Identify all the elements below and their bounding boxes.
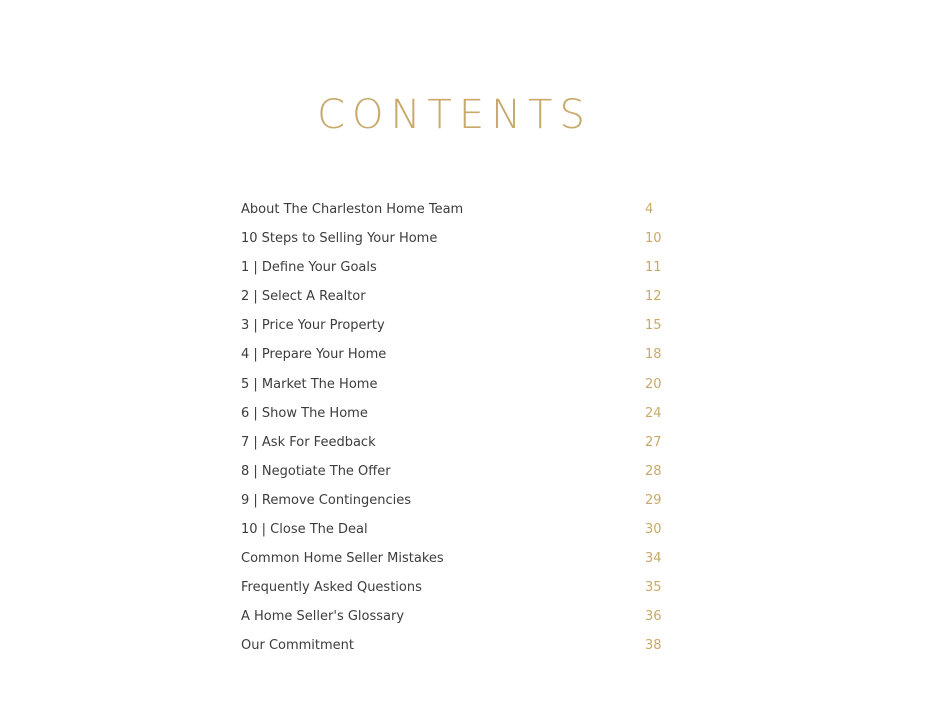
toc-entry[interactable] <box>241 458 666 487</box>
toc-entry-label: Our Commitment <box>241 638 355 654</box>
toc-entry-label: 6 | Show The Home <box>241 405 368 421</box>
toc-entry-page-number: 11 <box>645 260 662 276</box>
toc-entry[interactable] <box>241 254 666 283</box>
toc-entry-page-number: 20 <box>645 376 662 392</box>
toc-entry-page-number: 12 <box>645 289 662 305</box>
toc-entry-page-number: 38 <box>645 638 662 654</box>
table-of-contents <box>241 196 666 662</box>
toc-entry-label: 10 | Close The Deal <box>241 522 368 538</box>
toc-entry[interactable] <box>241 632 666 661</box>
toc-entry-page-number: 15 <box>645 318 662 334</box>
toc-entry-page-number: 28 <box>645 463 662 479</box>
toc-entry[interactable] <box>241 341 666 370</box>
toc-entry-page-number: 34 <box>645 551 662 567</box>
toc-entry-page-number: 35 <box>645 580 662 596</box>
toc-entry[interactable] <box>241 516 666 545</box>
toc-entry-label: 8 | Negotiate The Offer <box>241 463 391 479</box>
toc-entry[interactable] <box>241 574 666 603</box>
toc-entry-page-number: 24 <box>645 405 662 421</box>
toc-entry[interactable] <box>241 487 666 516</box>
toc-entry[interactable] <box>241 225 666 254</box>
toc-entry-label: Common Home Seller Mistakes <box>241 551 444 567</box>
toc-entry[interactable] <box>241 312 666 341</box>
page-title: CONTENTS <box>317 91 592 138</box>
toc-entry-label: 4 | Prepare Your Home <box>241 347 387 363</box>
toc-entry-label: Frequently Asked Questions <box>241 580 422 596</box>
toc-entry-label: 2 | Select A Realtor <box>241 289 366 305</box>
toc-entry[interactable] <box>241 371 666 400</box>
toc-entry-page-number: 29 <box>645 492 662 508</box>
toc-entry[interactable] <box>241 603 666 632</box>
toc-entry-page-number: 10 <box>645 231 662 247</box>
toc-entry-label: A Home Seller's Glossary <box>241 609 405 625</box>
toc-entry[interactable] <box>241 429 666 458</box>
toc-entry-label: About The Charleston Home Team <box>241 202 464 217</box>
toc-entry-page-number: 27 <box>645 434 662 450</box>
toc-entry[interactable] <box>241 196 666 225</box>
toc-entry-label: 5 | Market The Home <box>241 376 378 392</box>
toc-entry-page-number: 4 <box>645 202 654 217</box>
toc-entry-page-number: 36 <box>645 609 662 625</box>
toc-entry-label: 9 | Remove Contingencies <box>241 492 412 508</box>
toc-entry[interactable] <box>241 400 666 429</box>
toc-entry-label: 10 Steps to Selling Your Home <box>241 231 438 247</box>
toc-entry[interactable] <box>241 545 666 574</box>
toc-entry-page-number: 18 <box>645 347 662 363</box>
toc-entry-label: 7 | Ask For Feedback <box>241 434 376 450</box>
toc-entry-label: 1 | Define Your Goals <box>241 260 377 276</box>
toc-entry[interactable] <box>241 283 666 312</box>
toc-entry-label: 3 | Price Your Property <box>241 318 385 334</box>
toc-entry-page-number: 30 <box>645 522 662 538</box>
